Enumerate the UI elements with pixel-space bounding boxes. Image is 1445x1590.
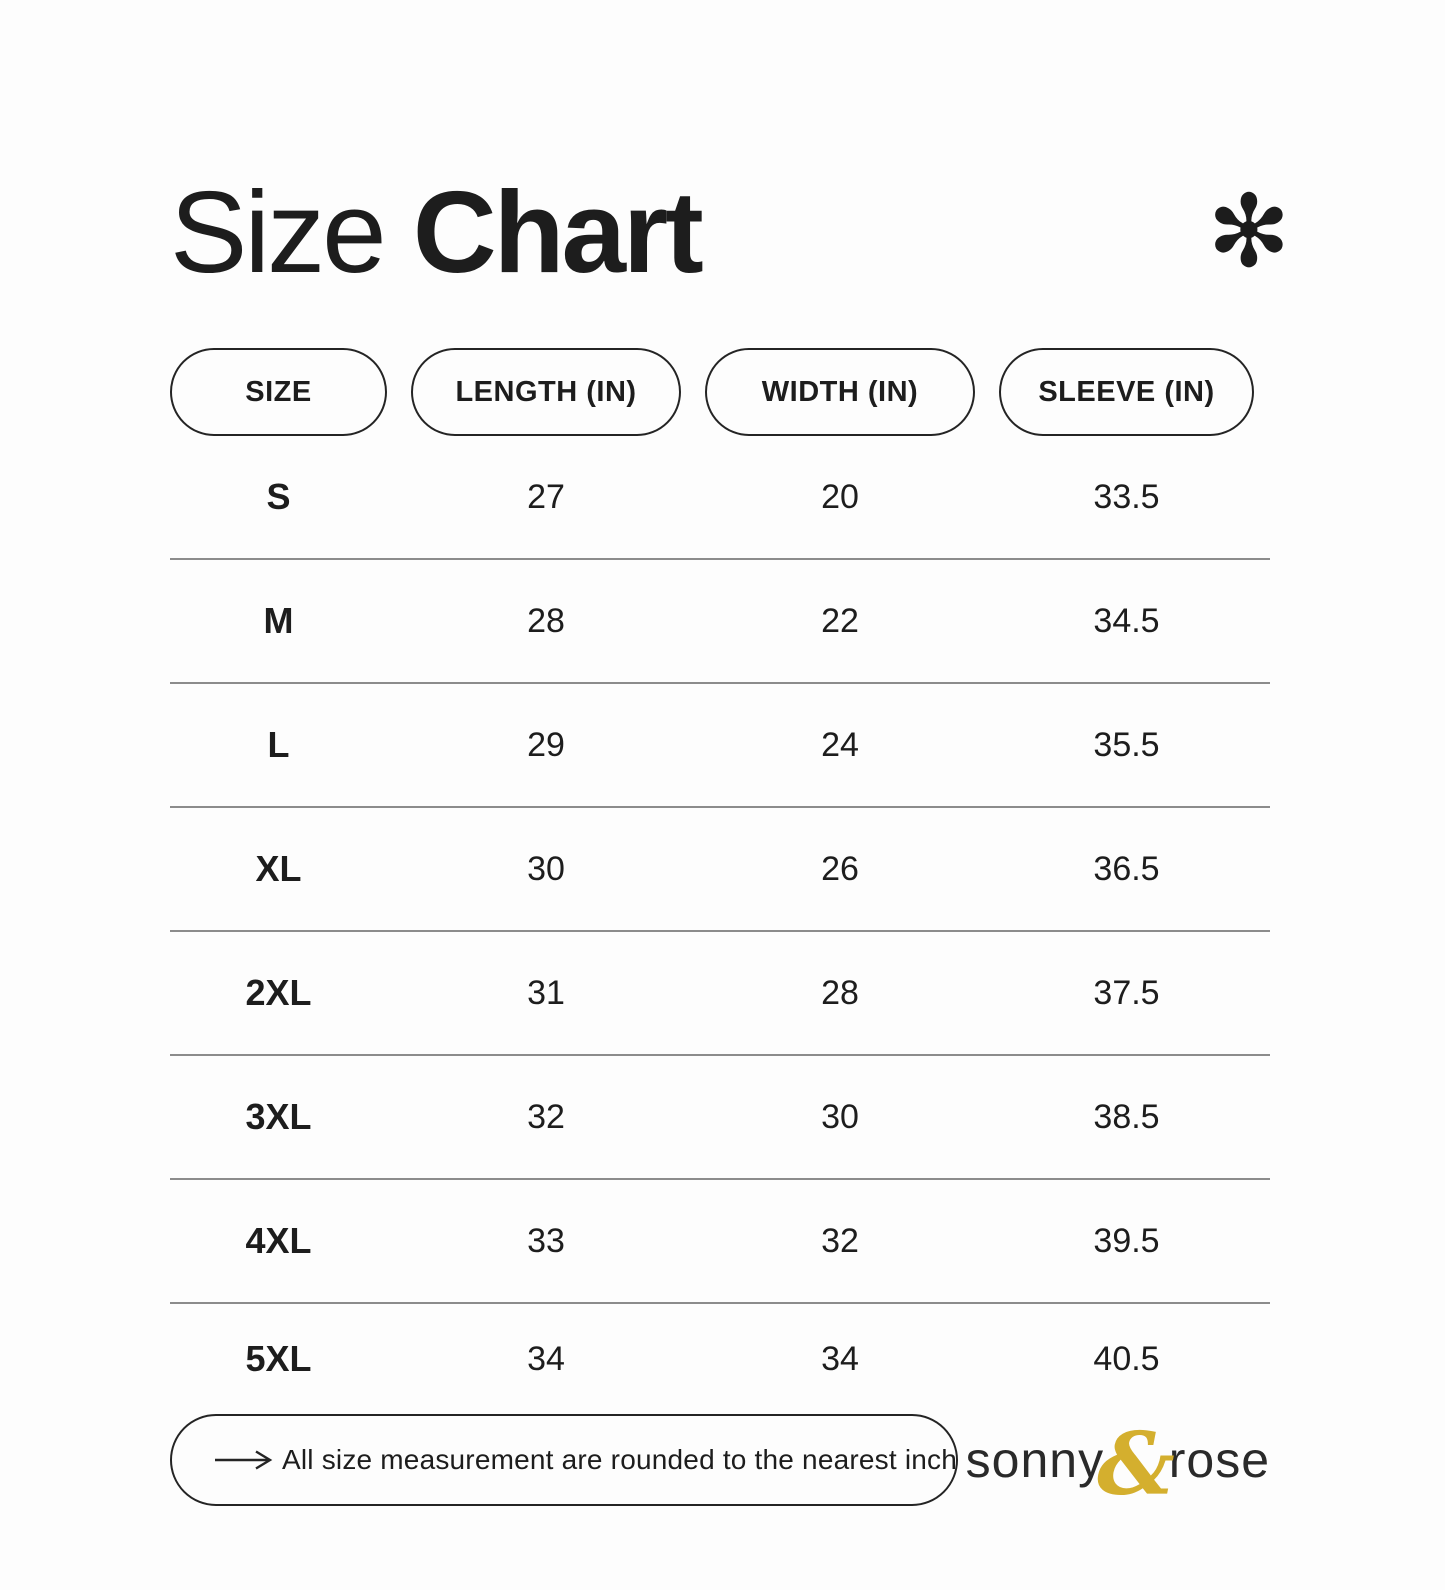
measurement-note-text: All size measurement are rounded to the nearest inch	[282, 1444, 957, 1475]
size-cell: 3XL	[245, 1096, 312, 1137]
table-row	[170, 1180, 1270, 1304]
length-cell: 29	[527, 725, 565, 764]
table-row	[170, 1056, 1270, 1180]
width-cell: 26	[821, 849, 859, 888]
page-header	[170, 0, 1270, 297]
size-cell: 4XL	[245, 1220, 312, 1261]
sleeve-cell: 37.5	[1093, 973, 1160, 1012]
sleeve-cell: 35.5	[1093, 725, 1160, 764]
page-title-bold: Chart	[412, 167, 701, 297]
size-table	[170, 436, 1270, 1414]
asterisk-icon: ✻	[1207, 173, 1291, 290]
size-cell: L	[267, 724, 290, 765]
column-header-length: LENGTH (IN)	[411, 348, 681, 436]
width-cell: 28	[821, 973, 859, 1012]
column-header-sleeve: SLEEVE (IN)	[999, 348, 1254, 436]
table-row	[170, 560, 1270, 684]
column-header-width: WIDTH (IN)	[705, 348, 975, 436]
length-cell: 32	[527, 1097, 565, 1136]
width-cell: 32	[821, 1221, 859, 1260]
length-cell: 31	[527, 973, 565, 1012]
length-cell: 30	[527, 849, 565, 888]
table-row	[170, 808, 1270, 932]
table-row	[170, 1304, 1270, 1414]
table-row	[170, 436, 1270, 560]
length-cell: 28	[527, 601, 565, 640]
sleeve-cell: 40.5	[1093, 1339, 1160, 1378]
page-title-regular: Size	[170, 167, 384, 297]
page-footer	[170, 1414, 1270, 1515]
width-cell: 20	[821, 477, 859, 516]
length-cell: 27	[527, 477, 565, 516]
sleeve-cell: 39.5	[1093, 1221, 1160, 1260]
column-header-size: SIZE	[170, 348, 387, 436]
brand-name-first: sonny	[965, 1432, 1105, 1488]
sleeve-cell: 34.5	[1093, 601, 1160, 640]
size-cell: 2XL	[245, 972, 312, 1013]
length-cell: 34	[527, 1339, 565, 1378]
width-cell: 24	[821, 725, 859, 764]
width-cell: 34	[821, 1339, 859, 1378]
right-arrow-icon	[214, 1450, 276, 1470]
measurement-note	[170, 1414, 958, 1506]
size-cell: S	[266, 476, 291, 517]
brand-ampersand-icon: &	[1097, 1414, 1176, 1515]
width-cell: 30	[821, 1097, 859, 1136]
table-row	[170, 684, 1270, 808]
page-title	[170, 167, 1270, 297]
table-header-row	[170, 348, 1270, 436]
brand-name-second: rose	[1168, 1432, 1270, 1488]
size-cell: XL	[255, 848, 302, 889]
brand-logo	[965, 1414, 1270, 1515]
table-row	[170, 932, 1270, 1056]
size-cell: M	[263, 600, 294, 641]
size-cell: 5XL	[245, 1338, 312, 1379]
sleeve-cell: 33.5	[1093, 477, 1160, 516]
width-cell: 22	[821, 601, 859, 640]
length-cell: 33	[527, 1221, 565, 1260]
sleeve-cell: 38.5	[1093, 1097, 1160, 1136]
sleeve-cell: 36.5	[1093, 849, 1160, 888]
